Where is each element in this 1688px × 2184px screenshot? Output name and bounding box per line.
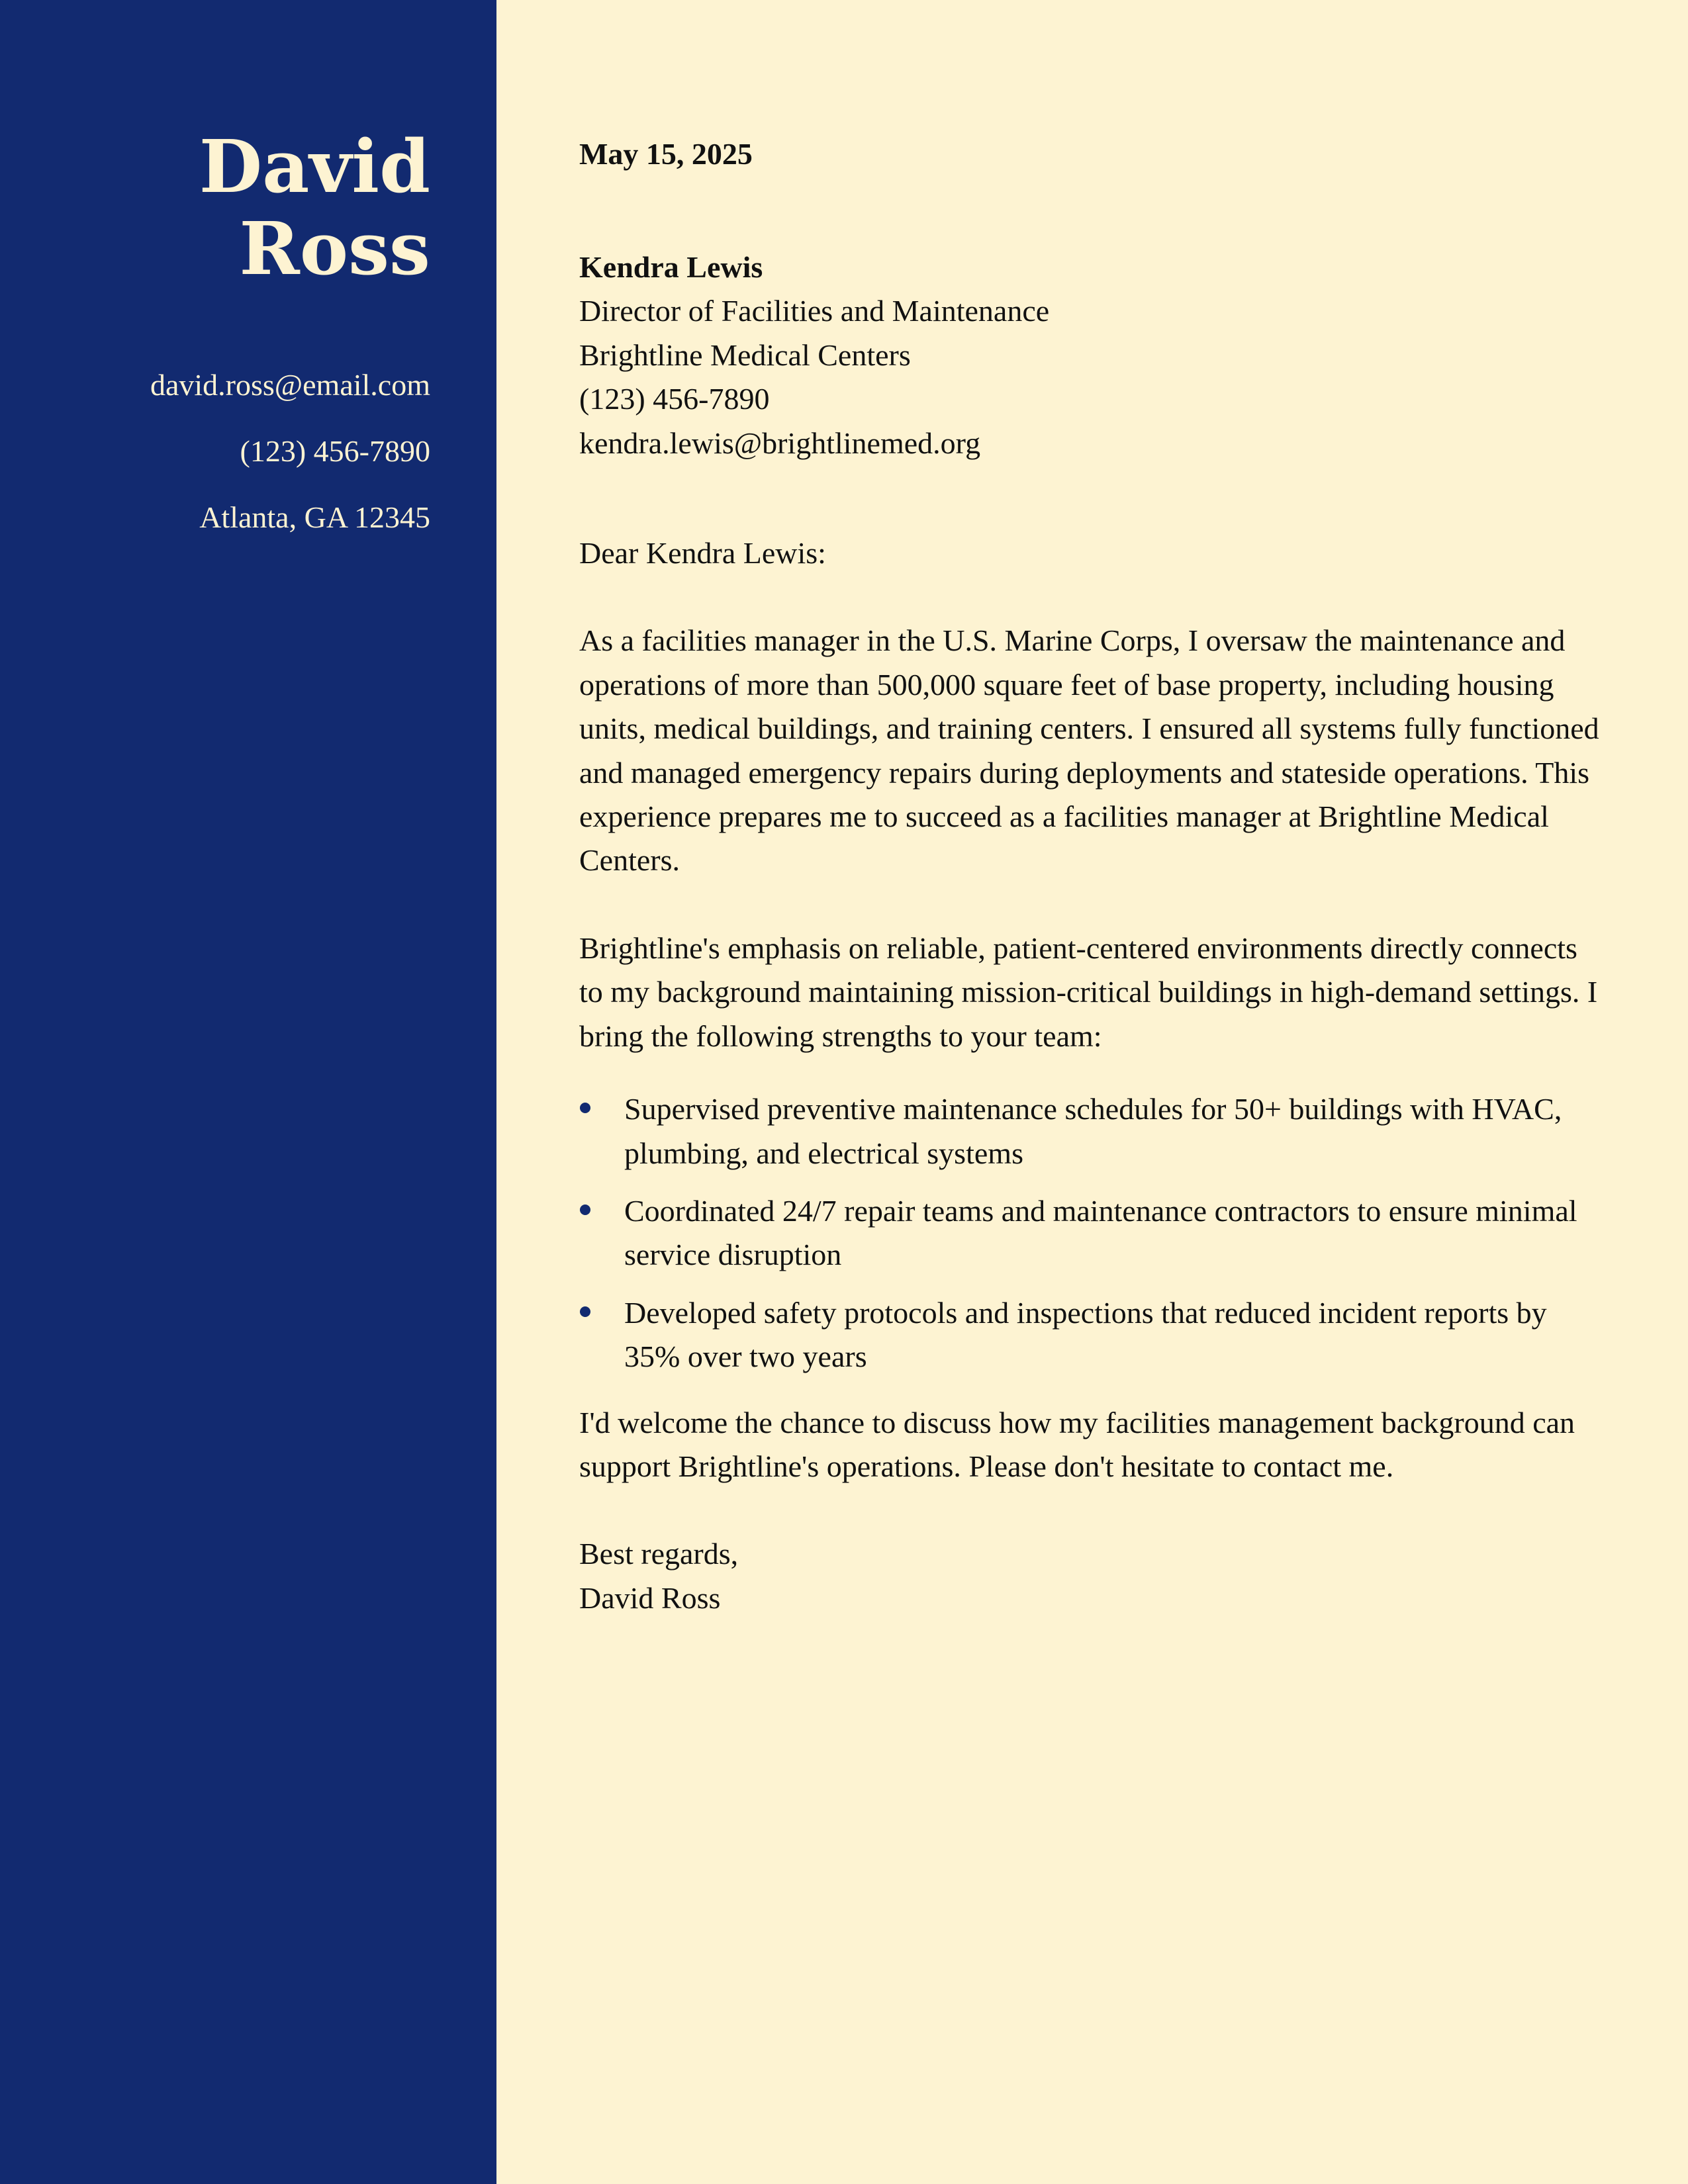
recipient-company: Brightline Medical Centers — [579, 338, 911, 372]
recipient-name: Kendra Lewis — [579, 250, 763, 284]
letter-date: May 15, 2025 — [579, 137, 753, 171]
bullet-icon — [580, 1205, 590, 1215]
sender-email: david.ross@email.com — [150, 368, 430, 402]
list-item — [579, 1189, 1605, 1277]
recipient-phone: (123) 456-7890 — [579, 382, 770, 416]
sender-phone: (123) 456-7890 — [240, 434, 430, 468]
sender-name — [199, 126, 430, 290]
paragraph-intro: As a facilities manager in the U.S. Marine Corps, I oversaw the maintenance and operations of more than 500,000 square feet of base property, including housing units, medical buildings, and training centers. I ensured all systems fully functioned and managed emergency repairs during deployments and stateside operations. This experience prepares me to succeed as a facilities manager at Brightline Medical Centers. — [579, 623, 1599, 878]
sender-last-name: Ross — [239, 206, 430, 291]
sender-contact — [150, 365, 430, 564]
bullet-icon — [580, 1103, 590, 1113]
recipient-block — [579, 246, 1605, 465]
list-item — [579, 1087, 1605, 1175]
strength-text: Coordinated 24/7 repair teams and maintenance contractors to ensure minimal service disruption — [624, 1193, 1577, 1272]
strength-text: Supervised preventive maintenance schedules for 50+ buildings with HVAC, plumbing, and electrical systems — [624, 1092, 1562, 1170]
closing-phrase: Best regards, — [579, 1537, 739, 1571]
paragraph-connection: Brightline's emphasis on reliable, patient-centered environments directly connects to my background maintaining mission-critical buildings in high-demand settings. I bring the following strengths to your team: — [579, 931, 1598, 1053]
signature: David Ross — [579, 1580, 721, 1615]
closing-block — [579, 1532, 1605, 1620]
recipient-email: kendra.lewis@brightlinemed.org — [579, 426, 981, 460]
sidebar — [0, 0, 496, 2184]
strength-text: Developed safety protocols and inspections that reduced incident reports by 35% over two years — [624, 1295, 1547, 1374]
letter-body — [579, 129, 1605, 1620]
list-item — [579, 1291, 1605, 1379]
strengths-list — [579, 1087, 1605, 1379]
paragraph-closing: I'd welcome the chance to discuss how my facilities management background can support Brightline's operations. Please don't hesitate to contact me. — [579, 1405, 1575, 1483]
recipient-title: Director of Facilities and Maintenance — [579, 294, 1050, 328]
sender-first-name: David — [199, 124, 430, 209]
salutation: Dear Kendra Lewis: — [579, 536, 826, 570]
bullet-icon — [580, 1306, 590, 1317]
sender-location: Atlanta, GA 12345 — [199, 500, 430, 534]
